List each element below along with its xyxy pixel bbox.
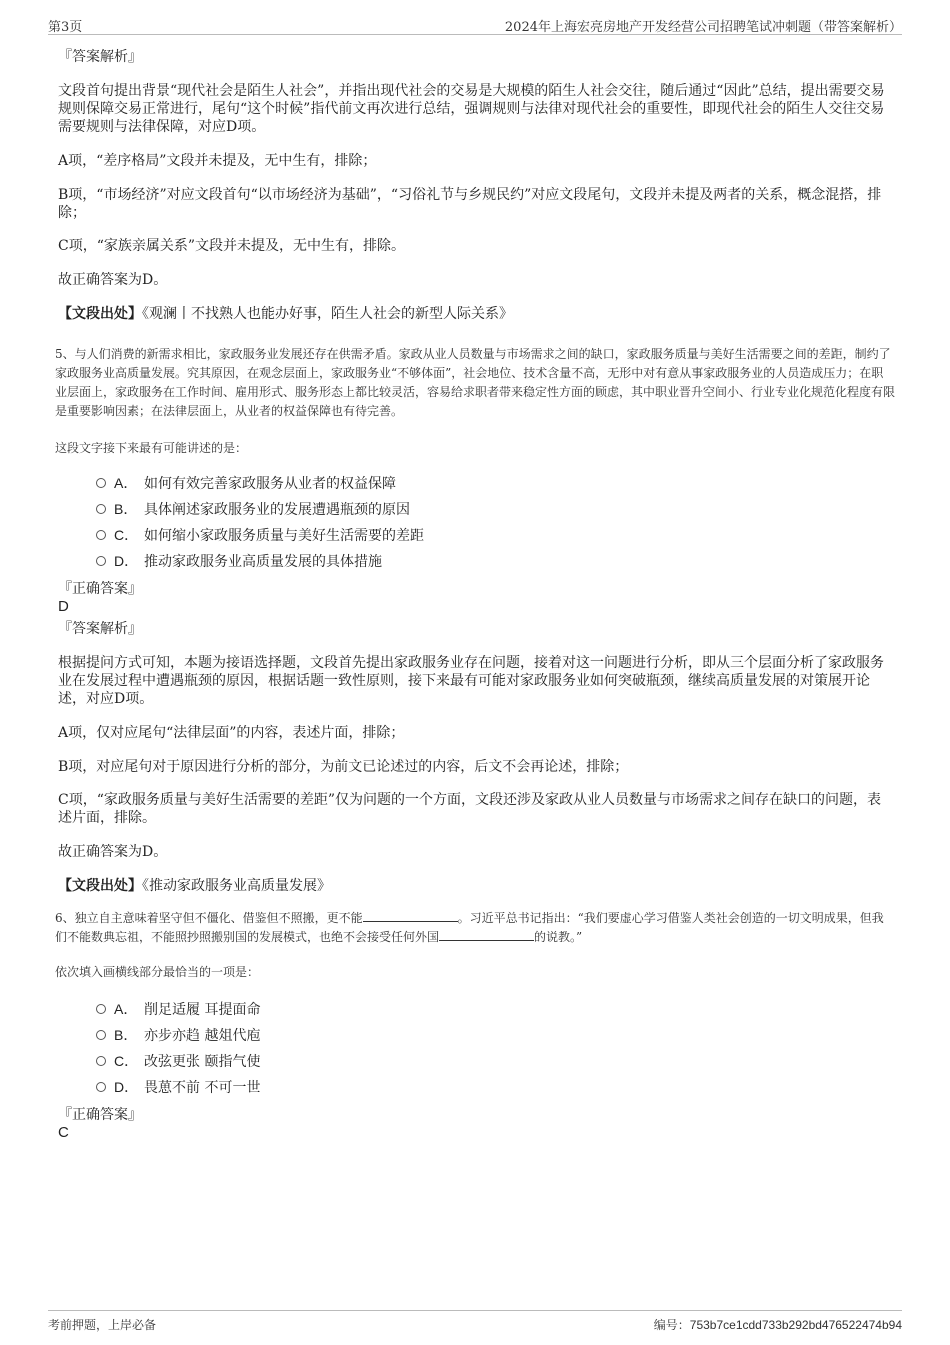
page-footer	[48, 1310, 902, 1335]
q5-answer-label: 『正确答案』	[58, 581, 142, 597]
q4-source-title: 《观澜丨不找熟人也能办好事，陌生人社会的新型人际关系》	[142, 306, 513, 322]
document-title: 2024年上海宏亮房地产开发经营公司招聘笔试冲刺题（带答案解析）	[504, 20, 902, 35]
q4-analysis-option-a: A项，“差序格局”文段并未提及，无中生有，排除；	[58, 153, 377, 169]
footer-code: 编号：753b7ce1cdd733b292bd476522474b94	[653, 1318, 902, 1332]
page-header	[48, 14, 902, 35]
q4-analysis-paragraph: 文段首句提出背景“现代社会是陌生人社会”，并指出现代社会的交易是大规模的陌生人社会交往，随后通过“因此”总结，提出需要交易规则保障交易正常进行，尾句“这个时候”指代前文再次进行总结，强调规则与法律对现代社会的重要性，即现代社会的陌生人交往交易需要规则与法律保障，对应D项。	[58, 83, 885, 135]
radio-icon[interactable]	[96, 478, 106, 488]
radio-icon[interactable]	[96, 1056, 106, 1066]
q5-option-c[interactable]: C． 如何缩小家政服务质量与美好生活需要的差距	[96, 526, 424, 544]
q6-option-c[interactable]: C． 改弦更张 颐指气使	[96, 1052, 260, 1070]
radio-icon[interactable]	[96, 504, 106, 514]
q5-answer: D	[58, 598, 69, 615]
q6-stem: 6、独立自主意味着坚守但不僵化、借鉴但不照搬，更不能 。习近平总书记指出：“我们要虚心学习借鉴人类社会创造的一切文明成果，但我们不能数典忘祖，不能照抄照搬别国的发展模式，也绝不会接受任何外国 的说教。”	[55, 911, 884, 944]
q4-source-prefix: 【文段出处】	[58, 306, 142, 322]
q5-option-d[interactable]: D． 推动家政服务业高质量发展的具体措施	[96, 552, 382, 570]
q5-analysis-option-b: B项，对应尾句对于原因进行分析的部分，为前文已论述过的内容，后文不会再论述，排除；	[58, 759, 629, 775]
q5-source-prefix: 【文段出处】	[58, 878, 142, 894]
radio-icon[interactable]	[96, 1004, 106, 1014]
page-number: 第3页	[48, 20, 83, 35]
q6-option-d[interactable]: D． 畏葸不前 不可一世	[96, 1078, 260, 1096]
q5-source	[58, 877, 893, 895]
q4-conclusion: 故正确答案为D。	[58, 272, 168, 288]
fill-blank-2	[439, 928, 534, 941]
q5-prompt: 这段文字接下来最有可能讲述的是：	[55, 441, 248, 455]
q4-analysis-label: 『答案解析』	[58, 49, 142, 65]
radio-icon[interactable]	[96, 556, 106, 566]
q5-analysis-option-c: C项，“家政服务质量与美好生活需要的差距”仅为问题的一个方面，文段还涉及家政从业人员数量与市场需求之间存在缺口的问题，表述片面，排除。	[58, 792, 882, 826]
radio-icon[interactable]	[96, 1030, 106, 1040]
q6-option-b[interactable]: B． 亦步亦趋 越俎代庖	[96, 1026, 260, 1044]
radio-icon[interactable]	[96, 1082, 106, 1092]
q5-option-b[interactable]: B． 具体阐述家政服务业的发展遭遇瓶颈的原因	[96, 500, 410, 518]
q6-answer-label: 『正确答案』	[58, 1107, 142, 1123]
q5-analysis-label: 『答案解析』	[58, 621, 142, 637]
radio-icon[interactable]	[96, 530, 106, 540]
q6-answer: C	[58, 1124, 69, 1141]
q4-source	[58, 305, 893, 323]
footer-slogan: 考前押题，上岸必备	[48, 1318, 157, 1332]
q5-stem: 5、与人们消费的新需求相比，家政服务业发展还存在供需矛盾。家政从业人员数量与市场需求之间的缺口，家政服务质量与美好生活需要之间的差距，制约了家政服务业高质量发展。究其原因，在观念层面上，家政服务业“不够体面”，社会地位、技术含量不高，无形中对有意从事家政服务业的人员造成压力；在职业层面上，家政服务在工作时间、雇用形式、服务形态上都比较灵活，容易给求职者带来稳定性方面的顾虑，其中职业晋升空间小、行业专业化规范化程度有限是重要影响因素；在法律层面上，从业者的权益保障也有待完善。	[55, 347, 896, 418]
fill-blank-1	[363, 909, 458, 922]
q6-prompt: 依次填入画横线部分最恰当的一项是：	[55, 965, 260, 979]
q5-analysis-paragraph: 根据提问方式可知，本题为接语选择题，文段首先提出家政服务业存在问题，接着对这一问题进行分析，即从三个层面分析了家政服务业在发展过程中遭遇瓶颈的原因，根据话题一致性原则，接下来最有可能对家政服务业如何突破瓶颈，继续高质量发展的对策展开论述，对应D项。	[58, 655, 884, 707]
q5-analysis-option-a: A项，仅对应尾句“法律层面”的内容，表述片面，排除；	[58, 725, 405, 741]
q5-conclusion: 故正确答案为D。	[58, 844, 168, 860]
q4-analysis-option-c: C项，“家族亲属关系”文段并未提及，无中生有，排除。	[58, 238, 406, 254]
q5-option-a[interactable]: A． 如何有效完善家政服务从业者的权益保障	[96, 474, 396, 492]
q4-analysis-option-b: B项，“市场经济”对应文段首句“以市场经济为基础”，“习俗礼节与乡规民约”对应文段尾句，文段并未提及两者的关系，概念混搭，排除；	[58, 187, 882, 221]
q5-source-title: 《推动家政服务业高质量发展》	[142, 878, 331, 894]
q6-option-a[interactable]: A． 削足适履 耳提面命	[96, 1000, 260, 1018]
